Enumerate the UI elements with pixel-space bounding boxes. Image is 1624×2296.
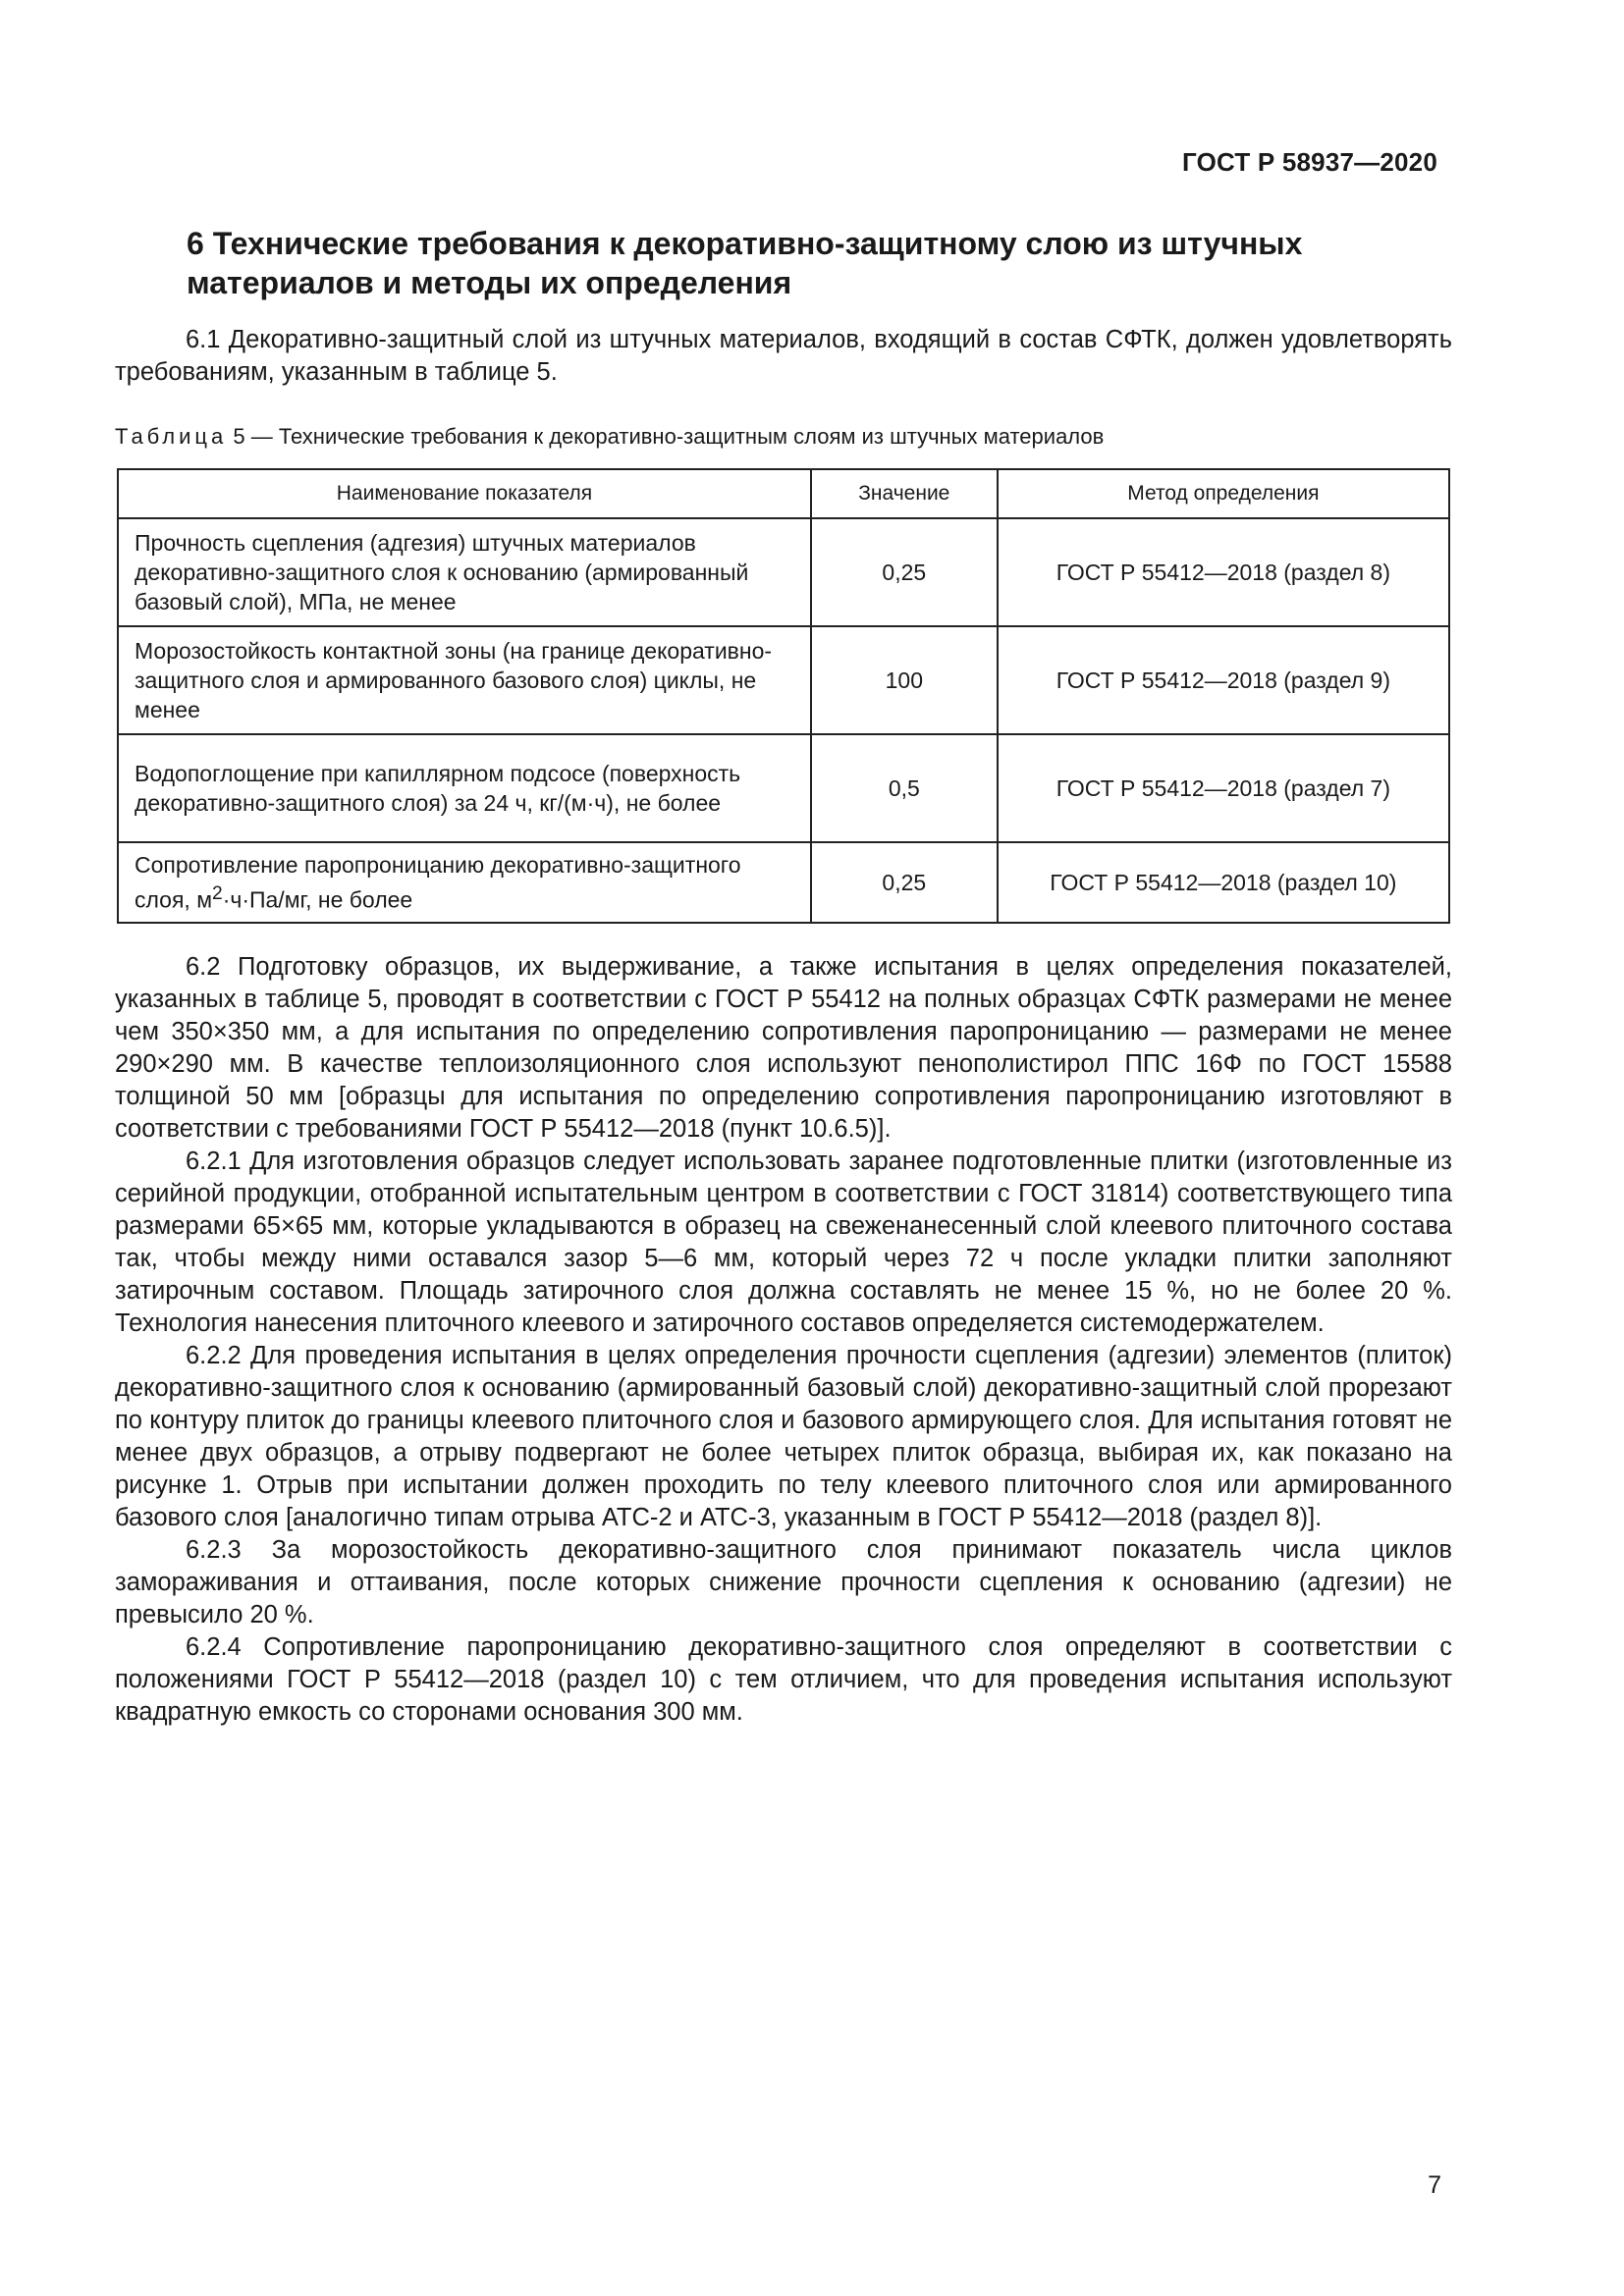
test-method: ГОСТ Р 55412—2018 (раздел 7) xyxy=(998,734,1449,842)
column-header-name: Наименование показателя xyxy=(118,469,811,518)
table-header-row xyxy=(118,469,1449,518)
requirements-table xyxy=(117,468,1450,924)
table-row xyxy=(118,842,1449,923)
table-caption-text: 5 — Технические требования к декоративно-защитным слоям из штучных материалов xyxy=(233,424,1105,449)
indicator-name: Морозостойкость контактной зоны (на границе декоративно-защитного слоя и армированного базового слоя) циклы, не менее xyxy=(118,626,811,734)
table-row xyxy=(118,734,1449,842)
table-row xyxy=(118,518,1449,626)
indicator-name xyxy=(118,842,811,923)
section-heading xyxy=(187,224,1453,302)
indicator-value: 0,25 xyxy=(811,842,998,923)
table-caption xyxy=(115,424,1104,450)
test-method: ГОСТ Р 55412—2018 (раздел 8) xyxy=(998,518,1449,626)
indicator-name-part: Сопротивление паропроницанию декоративно-защитного слоя, м xyxy=(135,852,741,913)
paragraph-6-1: 6.1 Декоративно-защитный слой из штучных материалов, входящий в состав СФТК, должен удовлетворять требованиям, указанным в таблице 5. xyxy=(115,326,1452,386)
unit-superscript: 2 xyxy=(212,883,223,905)
table-caption-label: Таблица xyxy=(115,424,228,449)
indicator-name-part: ·ч·Па/мг, не более xyxy=(222,886,413,913)
indicator-name: Водопоглощение при капиллярном подсосе (поверхность декоративно-защитного слоя) за 24 ч, кг/(м·ч), не более xyxy=(118,734,811,842)
column-header-method: Метод определения xyxy=(998,469,1449,518)
intro-block xyxy=(115,324,1452,389)
test-method: ГОСТ Р 55412—2018 (раздел 9) xyxy=(998,626,1449,734)
page-number: 7 xyxy=(1428,2171,1441,2199)
paragraph-6-2-1: 6.2.1 Для изготовления образцов следует использовать заранее подготовленные плитки (изготовленные из серийной продукции, отобранной испытательным центром в соответствии с ГОСТ 31814) соответствующего типа размерами 65×65 мм, которые укладываются в образец на свеженанесенный слой клеевого плиточного состава так, чтобы между ними оставался зазор 5—6 мм, который через 72 ч после укладки плитки заполняют затирочным составом. Площадь затирочного слоя должна составлять не менее 15 %, но не более 20 %. Технология нанесения плиточного клеевого и затирочного составов определяется системодержателем. xyxy=(115,1148,1452,1337)
section-heading-line-2: материалов и методы их определения xyxy=(187,265,792,300)
indicator-value: 100 xyxy=(811,626,998,734)
body-text xyxy=(115,951,1452,1729)
indicator-value: 0,5 xyxy=(811,734,998,842)
paragraph-6-2-3: 6.2.3 За морозостойкость декоративно-защитного слоя принимают показатель числа циклов замораживания и оттаивания, после которых снижение прочности сцепления к основанию (адгезии) не превысило 20 %. xyxy=(115,1536,1452,1629)
section-heading-line-1: 6 Технические требования к декоративно-защитному слою из штучных xyxy=(187,226,1303,261)
column-header-value: Значение xyxy=(811,469,998,518)
document-id: ГОСТ Р 58937—2020 xyxy=(1182,147,1437,177)
indicator-value: 0,25 xyxy=(811,518,998,626)
paragraph-6-2-4: 6.2.4 Сопротивление паропроницанию декоративно-защитного слоя определяют в соответствии с положениями ГОСТ Р 55412—2018 (раздел 10) с тем отличием, что для проведения испытания используют квадратную емкость со сторонами основания 300 мм. xyxy=(115,1633,1452,1726)
test-method: ГОСТ Р 55412—2018 (раздел 10) xyxy=(998,842,1449,923)
paragraph-6-2-2: 6.2.2 Для проведения испытания в целях определения прочности сцепления (адгезии) элементов (плиток) декоративно-защитного слоя к основанию (армированный базовый слой) декоративно-защитный слой прорезают по контуру плиток до границы клеевого плиточного слоя и базового армирующего слоя. Для испытания готовят не менее двух образцов, а отрыву подвергают не более четырех плиток образца, выбирая их, как показано на рисунке 1. Отрыв при испытании должен проходить по телу клеевого плиточного слоя или армированного базового слоя [аналогично типам отрыва АТС-2 и АТС-3, указанным в ГОСТ Р 55412—2018 (раздел 8)]. xyxy=(115,1342,1452,1531)
indicator-name: Прочность сцепления (адгезия) штучных материалов декоративно-защитного слоя к основанию (армированный базовый слой), МПа, не менее xyxy=(118,518,811,626)
paragraph-6-2: 6.2 Подготовку образцов, их выдерживание, а также испытания в целях определения показателей, указанных в таблице 5, проводят в соответствии с ГОСТ Р 55412 на полных образцах СФТК размерами не менее чем 350×350 мм, а для испытания по определению сопротивления паропроницанию — размерами не менее 290×290 мм. В качестве теплоизоляционного слоя используют пенополистирол ППС 16Ф по ГОСТ 15588 толщиной 50 мм [образцы для испытания по определению сопротивления паропроницанию изготовляют в соответствии с требованиями ГОСТ Р 55412—2018 (пункт 10.6.5)]. xyxy=(115,953,1452,1143)
table-row xyxy=(118,626,1449,734)
